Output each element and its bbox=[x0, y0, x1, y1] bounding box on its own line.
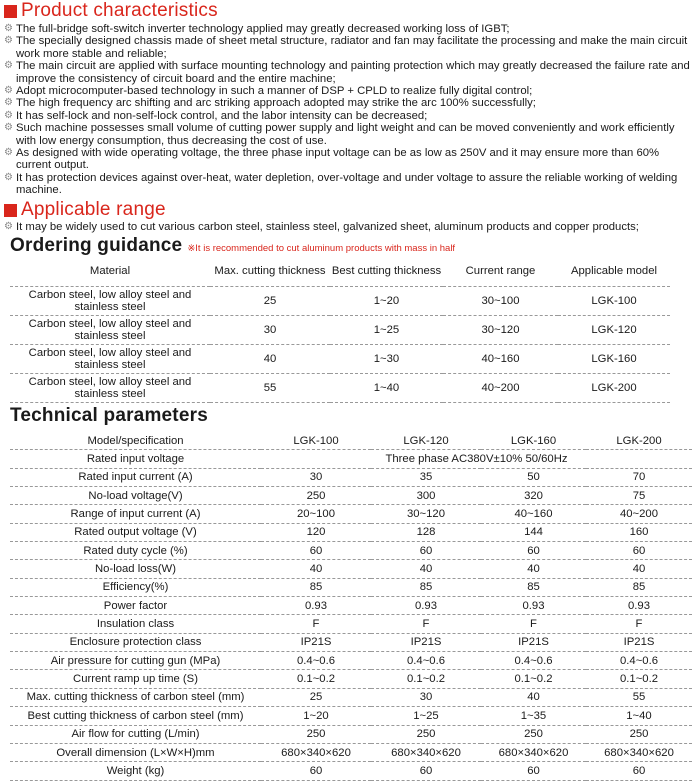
gear-bullet-icon: ⚙ bbox=[4, 35, 13, 47]
parameter-value-cell: 0.1~0.2 bbox=[586, 670, 692, 688]
ordering-header-cell: Current range bbox=[443, 256, 558, 287]
parameter-name-cell: Efficiency(%) bbox=[10, 578, 261, 596]
ordering-header-cell: Material bbox=[10, 256, 210, 287]
parameter-name-cell: Air pressure for cutting gun (MPa) bbox=[10, 652, 261, 670]
gear-bullet-icon: ⚙ bbox=[4, 97, 13, 109]
parameter-value-cell: 680×340×620 bbox=[586, 743, 692, 761]
ordering-header-cell: Applicable model bbox=[558, 256, 670, 287]
bullet-item bbox=[4, 97, 696, 109]
parameter-value-cell: 680×340×620 bbox=[481, 743, 586, 761]
parameter-name-cell: Rated output voltage (V) bbox=[10, 523, 261, 541]
parameter-value-cell: IP21S bbox=[261, 633, 371, 651]
applicable-range-heading bbox=[4, 199, 166, 221]
parameter-value-cell: 1~20 bbox=[261, 707, 371, 725]
bullet-text: It has protection devices against over-heat, water depletion, over-voltage and under voltage to assure the reliable working of welding machine. bbox=[16, 171, 678, 197]
parameter-value-cell: 250 bbox=[586, 725, 692, 743]
bullet-text: The specially designed chassis made of sheet metal structure, radiator and fan may facilitate the processing and make the main circuit work more stable and reliable; bbox=[16, 35, 688, 60]
parameter-name-cell: Weight (kg) bbox=[10, 762, 261, 780]
parameter-name-cell: Rated input current (A) bbox=[10, 468, 261, 486]
ordering-cell: 1~40 bbox=[330, 374, 443, 403]
parameter-value-cell: 160 bbox=[586, 523, 692, 541]
ordering-cell: 25 bbox=[210, 287, 330, 316]
parameter-value-cell: 85 bbox=[261, 578, 371, 596]
parameter-value-cell: 40 bbox=[586, 560, 692, 578]
parameter-value-cell: 85 bbox=[481, 578, 586, 596]
parameter-name-cell: Overall dimension (L×W×H)mm bbox=[10, 743, 261, 761]
ordering-row bbox=[10, 345, 670, 374]
red-square-icon bbox=[4, 5, 17, 18]
parameter-value-cell: 680×340×620 bbox=[371, 743, 481, 761]
ordering-cell: LGK-100 bbox=[558, 287, 670, 316]
ordering-header-row bbox=[10, 256, 670, 287]
product-characteristics-heading bbox=[4, 0, 218, 22]
gear-bullet-icon: ⚙ bbox=[4, 109, 13, 121]
ordering-table bbox=[10, 256, 670, 403]
parameter-value-cell: F bbox=[371, 615, 481, 633]
parameter-value-cell: IP21S bbox=[586, 633, 692, 651]
ordering-cell: 40~200 bbox=[443, 374, 558, 403]
ordering-cell: Carbon steel, low alloy steel and stainless steel bbox=[10, 316, 210, 345]
parameter-name-cell: No-load loss(W) bbox=[10, 560, 261, 578]
parameter-value-cell: 250 bbox=[261, 487, 371, 505]
parameter-name-cell: Enclosure protection class bbox=[10, 633, 261, 651]
technical-row bbox=[10, 523, 692, 541]
parameter-value-cell: 40 bbox=[481, 560, 586, 578]
ordering-note: ※It is recommended to cut aluminum products with mass in half bbox=[187, 243, 456, 254]
ordering-row bbox=[10, 316, 670, 345]
parameter-value-cell: 250 bbox=[371, 725, 481, 743]
bullet-item bbox=[4, 122, 696, 147]
parameter-value-cell: 250 bbox=[261, 725, 371, 743]
technical-row bbox=[10, 487, 692, 505]
parameter-value-cell: 144 bbox=[481, 523, 586, 541]
technical-parameters-table bbox=[10, 432, 692, 781]
bullet-text: The high frequency arc shifting and arc striking approach adopted may strike the arc 100% successfully; bbox=[16, 97, 536, 110]
parameter-value-cell: 40 bbox=[261, 560, 371, 578]
parameter-value-cell: 0.4~0.6 bbox=[371, 652, 481, 670]
bullet-text: The full-bridge soft-switch inverter technology applied may greatly decreased working loss of IGBT; bbox=[16, 23, 510, 35]
bullet-item bbox=[4, 172, 696, 197]
bullet-item bbox=[4, 35, 696, 60]
bullet-item bbox=[4, 23, 696, 35]
parameter-value-cell: 0.93 bbox=[261, 597, 371, 615]
ordering-row bbox=[10, 374, 670, 403]
parameter-value-cell: 0.4~0.6 bbox=[261, 652, 371, 670]
parameter-name-cell: Rated input voltage bbox=[10, 450, 261, 468]
red-square-icon bbox=[4, 204, 17, 217]
parameter-value-cell: 40~200 bbox=[586, 505, 692, 523]
ordering-header-cell: Best cutting thickness bbox=[330, 256, 443, 287]
parameter-value-cell: 55 bbox=[586, 688, 692, 706]
parameter-value-cell: 40~160 bbox=[481, 505, 586, 523]
parameter-value-cell: 20~100 bbox=[261, 505, 371, 523]
parameter-value-cell: F bbox=[261, 615, 371, 633]
parameter-value-cell: 1~25 bbox=[371, 707, 481, 725]
bullet-item bbox=[4, 221, 696, 233]
ordering-cell: 55 bbox=[210, 374, 330, 403]
parameter-value-cell: 50 bbox=[481, 468, 586, 486]
parameter-value-cell: 250 bbox=[481, 725, 586, 743]
gear-bullet-icon: ⚙ bbox=[4, 122, 13, 134]
ordering-title: Ordering guidance bbox=[10, 235, 183, 256]
parameter-value-cell: 85 bbox=[586, 578, 692, 596]
technical-row bbox=[10, 762, 692, 780]
parameter-name-cell: Rated duty cycle (%) bbox=[10, 542, 261, 560]
parameter-value-cell: F bbox=[481, 615, 586, 633]
parameter-value-cell: 25 bbox=[261, 688, 371, 706]
parameter-name-cell: Current ramp up time (S) bbox=[10, 670, 261, 688]
technical-row bbox=[10, 432, 692, 450]
ordering-cell: Carbon steel, low alloy steel and stainless steel bbox=[10, 345, 210, 374]
technical-row bbox=[10, 743, 692, 761]
bullet-text: The main circuit are applied with surface mounting technology and painting protection which may greatly decreased the failure rate and improve the consistency of circuit board and the entire machine; bbox=[16, 60, 690, 85]
parameter-value-cell: 60 bbox=[481, 762, 586, 780]
parameter-value-cell: 1~35 bbox=[481, 707, 586, 725]
applicable-range-list bbox=[4, 221, 696, 233]
parameter-value-cell: 30 bbox=[261, 468, 371, 486]
parameter-name-cell: Max. cutting thickness of carbon steel (mm) bbox=[10, 688, 261, 706]
parameter-value-cell: 0.1~0.2 bbox=[481, 670, 586, 688]
parameter-value-cell: 0.1~0.2 bbox=[261, 670, 371, 688]
ordering-cell: 30~120 bbox=[443, 316, 558, 345]
ordering-cell: LGK-160 bbox=[558, 345, 670, 374]
parameter-value-cell: 60 bbox=[261, 762, 371, 780]
parameter-value-cell: 60 bbox=[371, 762, 481, 780]
parameter-value-cell: IP21S bbox=[371, 633, 481, 651]
parameter-value-cell: 35 bbox=[371, 468, 481, 486]
parameter-value-cell: 0.4~0.6 bbox=[481, 652, 586, 670]
ordering-cell: 1~20 bbox=[330, 287, 443, 316]
technical-row bbox=[10, 450, 692, 468]
parameter-value-cell: 70 bbox=[586, 468, 692, 486]
bullet-item bbox=[4, 147, 696, 172]
ordering-cell: LGK-120 bbox=[558, 316, 670, 345]
bullet-text: Adopt microcomputer-based technology in such a manner of DSP + CPLD to realize fully digital control; bbox=[16, 85, 533, 98]
bullet-item bbox=[4, 85, 696, 97]
parameter-value-cell: 128 bbox=[371, 523, 481, 541]
parameter-value-cell: 75 bbox=[586, 487, 692, 505]
ordering-cell: LGK-200 bbox=[558, 374, 670, 403]
parameter-value-cell: IP21S bbox=[481, 633, 586, 651]
parameter-value-cell: 60 bbox=[586, 762, 692, 780]
parameter-value-cell: Three phase AC380V±10% 50/60Hz bbox=[261, 450, 692, 468]
technical-row bbox=[10, 597, 692, 615]
ordering-cell: 40 bbox=[210, 345, 330, 374]
ordering-cell: 30 bbox=[210, 316, 330, 345]
technical-row bbox=[10, 688, 692, 706]
section-title: Product characteristics bbox=[21, 0, 218, 21]
gear-bullet-icon: ⚙ bbox=[4, 147, 13, 159]
parameter-value-cell: 40 bbox=[371, 560, 481, 578]
parameter-value-cell: LGK-120 bbox=[371, 432, 481, 450]
parameter-value-cell: 680×340×620 bbox=[261, 743, 371, 761]
parameter-value-cell: 60 bbox=[586, 542, 692, 560]
parameter-value-cell: F bbox=[586, 615, 692, 633]
ordering-cell: 30~100 bbox=[443, 287, 558, 316]
technical-row bbox=[10, 505, 692, 523]
gear-bullet-icon: ⚙ bbox=[4, 60, 13, 72]
gear-bullet-icon: ⚙ bbox=[4, 23, 13, 34]
characteristics-list bbox=[4, 23, 696, 197]
bullet-text: Such machine possesses small volume of cutting power supply and light weight and can be moved conveniently and work efficiently with low energy consumption, thus decreasing the cost of use. bbox=[16, 122, 675, 147]
technical-row bbox=[10, 652, 692, 670]
parameter-name-cell: Air flow for cutting (L/min) bbox=[10, 725, 261, 743]
section-title: Applicable range bbox=[21, 199, 166, 220]
parameter-name-cell: Insulation class bbox=[10, 615, 261, 633]
parameter-name-cell: Best cutting thickness of carbon steel (mm) bbox=[10, 707, 261, 725]
bullet-item bbox=[4, 110, 696, 122]
technical-row bbox=[10, 670, 692, 688]
gear-bullet-icon: ⚙ bbox=[4, 85, 13, 97]
technical-row bbox=[10, 707, 692, 725]
parameter-value-cell: 0.4~0.6 bbox=[586, 652, 692, 670]
technical-row bbox=[10, 615, 692, 633]
parameter-value-cell: 60 bbox=[261, 542, 371, 560]
parameter-value-cell: 85 bbox=[371, 578, 481, 596]
parameter-value-cell: LGK-200 bbox=[586, 432, 692, 450]
gear-bullet-icon: ⚙ bbox=[4, 171, 13, 183]
gear-bullet-icon: ⚙ bbox=[4, 221, 13, 232]
ordering-cell: 40~160 bbox=[443, 345, 558, 374]
bullet-text: It has self-lock and non-self-lock control, and the labor intensity can be decreased; bbox=[16, 109, 428, 122]
parameter-name-cell: Range of input current (A) bbox=[10, 505, 261, 523]
ordering-cell: 1~25 bbox=[330, 316, 443, 345]
ordering-cell: Carbon steel, low alloy steel and stainless steel bbox=[10, 374, 210, 403]
parameter-value-cell: 30 bbox=[371, 688, 481, 706]
technical-parameters-heading: Technical parameters bbox=[10, 405, 208, 426]
parameter-value-cell: 120 bbox=[261, 523, 371, 541]
parameter-value-cell: 1~40 bbox=[586, 707, 692, 725]
parameter-value-cell: LGK-160 bbox=[481, 432, 586, 450]
technical-row bbox=[10, 560, 692, 578]
parameter-value-cell: 30~120 bbox=[371, 505, 481, 523]
technical-row bbox=[10, 578, 692, 596]
parameter-value-cell: 320 bbox=[481, 487, 586, 505]
parameter-value-cell: 0.1~0.2 bbox=[371, 670, 481, 688]
parameter-value-cell: 40 bbox=[481, 688, 586, 706]
parameter-name-cell: Model/specification bbox=[10, 432, 261, 450]
technical-row bbox=[10, 468, 692, 486]
ordering-cell: 1~30 bbox=[330, 345, 443, 374]
parameter-value-cell: 60 bbox=[371, 542, 481, 560]
technical-row bbox=[10, 725, 692, 743]
bullet-text: As designed with wide operating voltage, the three phase input voltage can be as low as 250V and it may ensure more than 60% current output. bbox=[16, 147, 660, 172]
parameter-name-cell: No-load voltage(V) bbox=[10, 487, 261, 505]
ordering-header-cell: Max. cutting thickness bbox=[210, 256, 330, 287]
parameter-value-cell: 300 bbox=[371, 487, 481, 505]
technical-row bbox=[10, 633, 692, 651]
parameter-value-cell: 60 bbox=[481, 542, 586, 560]
parameter-name-cell: Power factor bbox=[10, 597, 261, 615]
technical-row bbox=[10, 542, 692, 560]
ordering-row bbox=[10, 287, 670, 316]
ordering-guidance-heading bbox=[10, 235, 455, 257]
parameter-value-cell: 0.93 bbox=[481, 597, 586, 615]
bullet-item bbox=[4, 60, 696, 85]
parameter-value-cell: LGK-100 bbox=[261, 432, 371, 450]
bullet-text: It may be widely used to cut various carbon steel, stainless steel, galvanized sheet, aluminum products and copper products; bbox=[16, 221, 639, 233]
ordering-cell: Carbon steel, low alloy steel and stainless steel bbox=[10, 287, 210, 316]
parameter-value-cell: 0.93 bbox=[371, 597, 481, 615]
parameter-value-cell: 0.93 bbox=[586, 597, 692, 615]
